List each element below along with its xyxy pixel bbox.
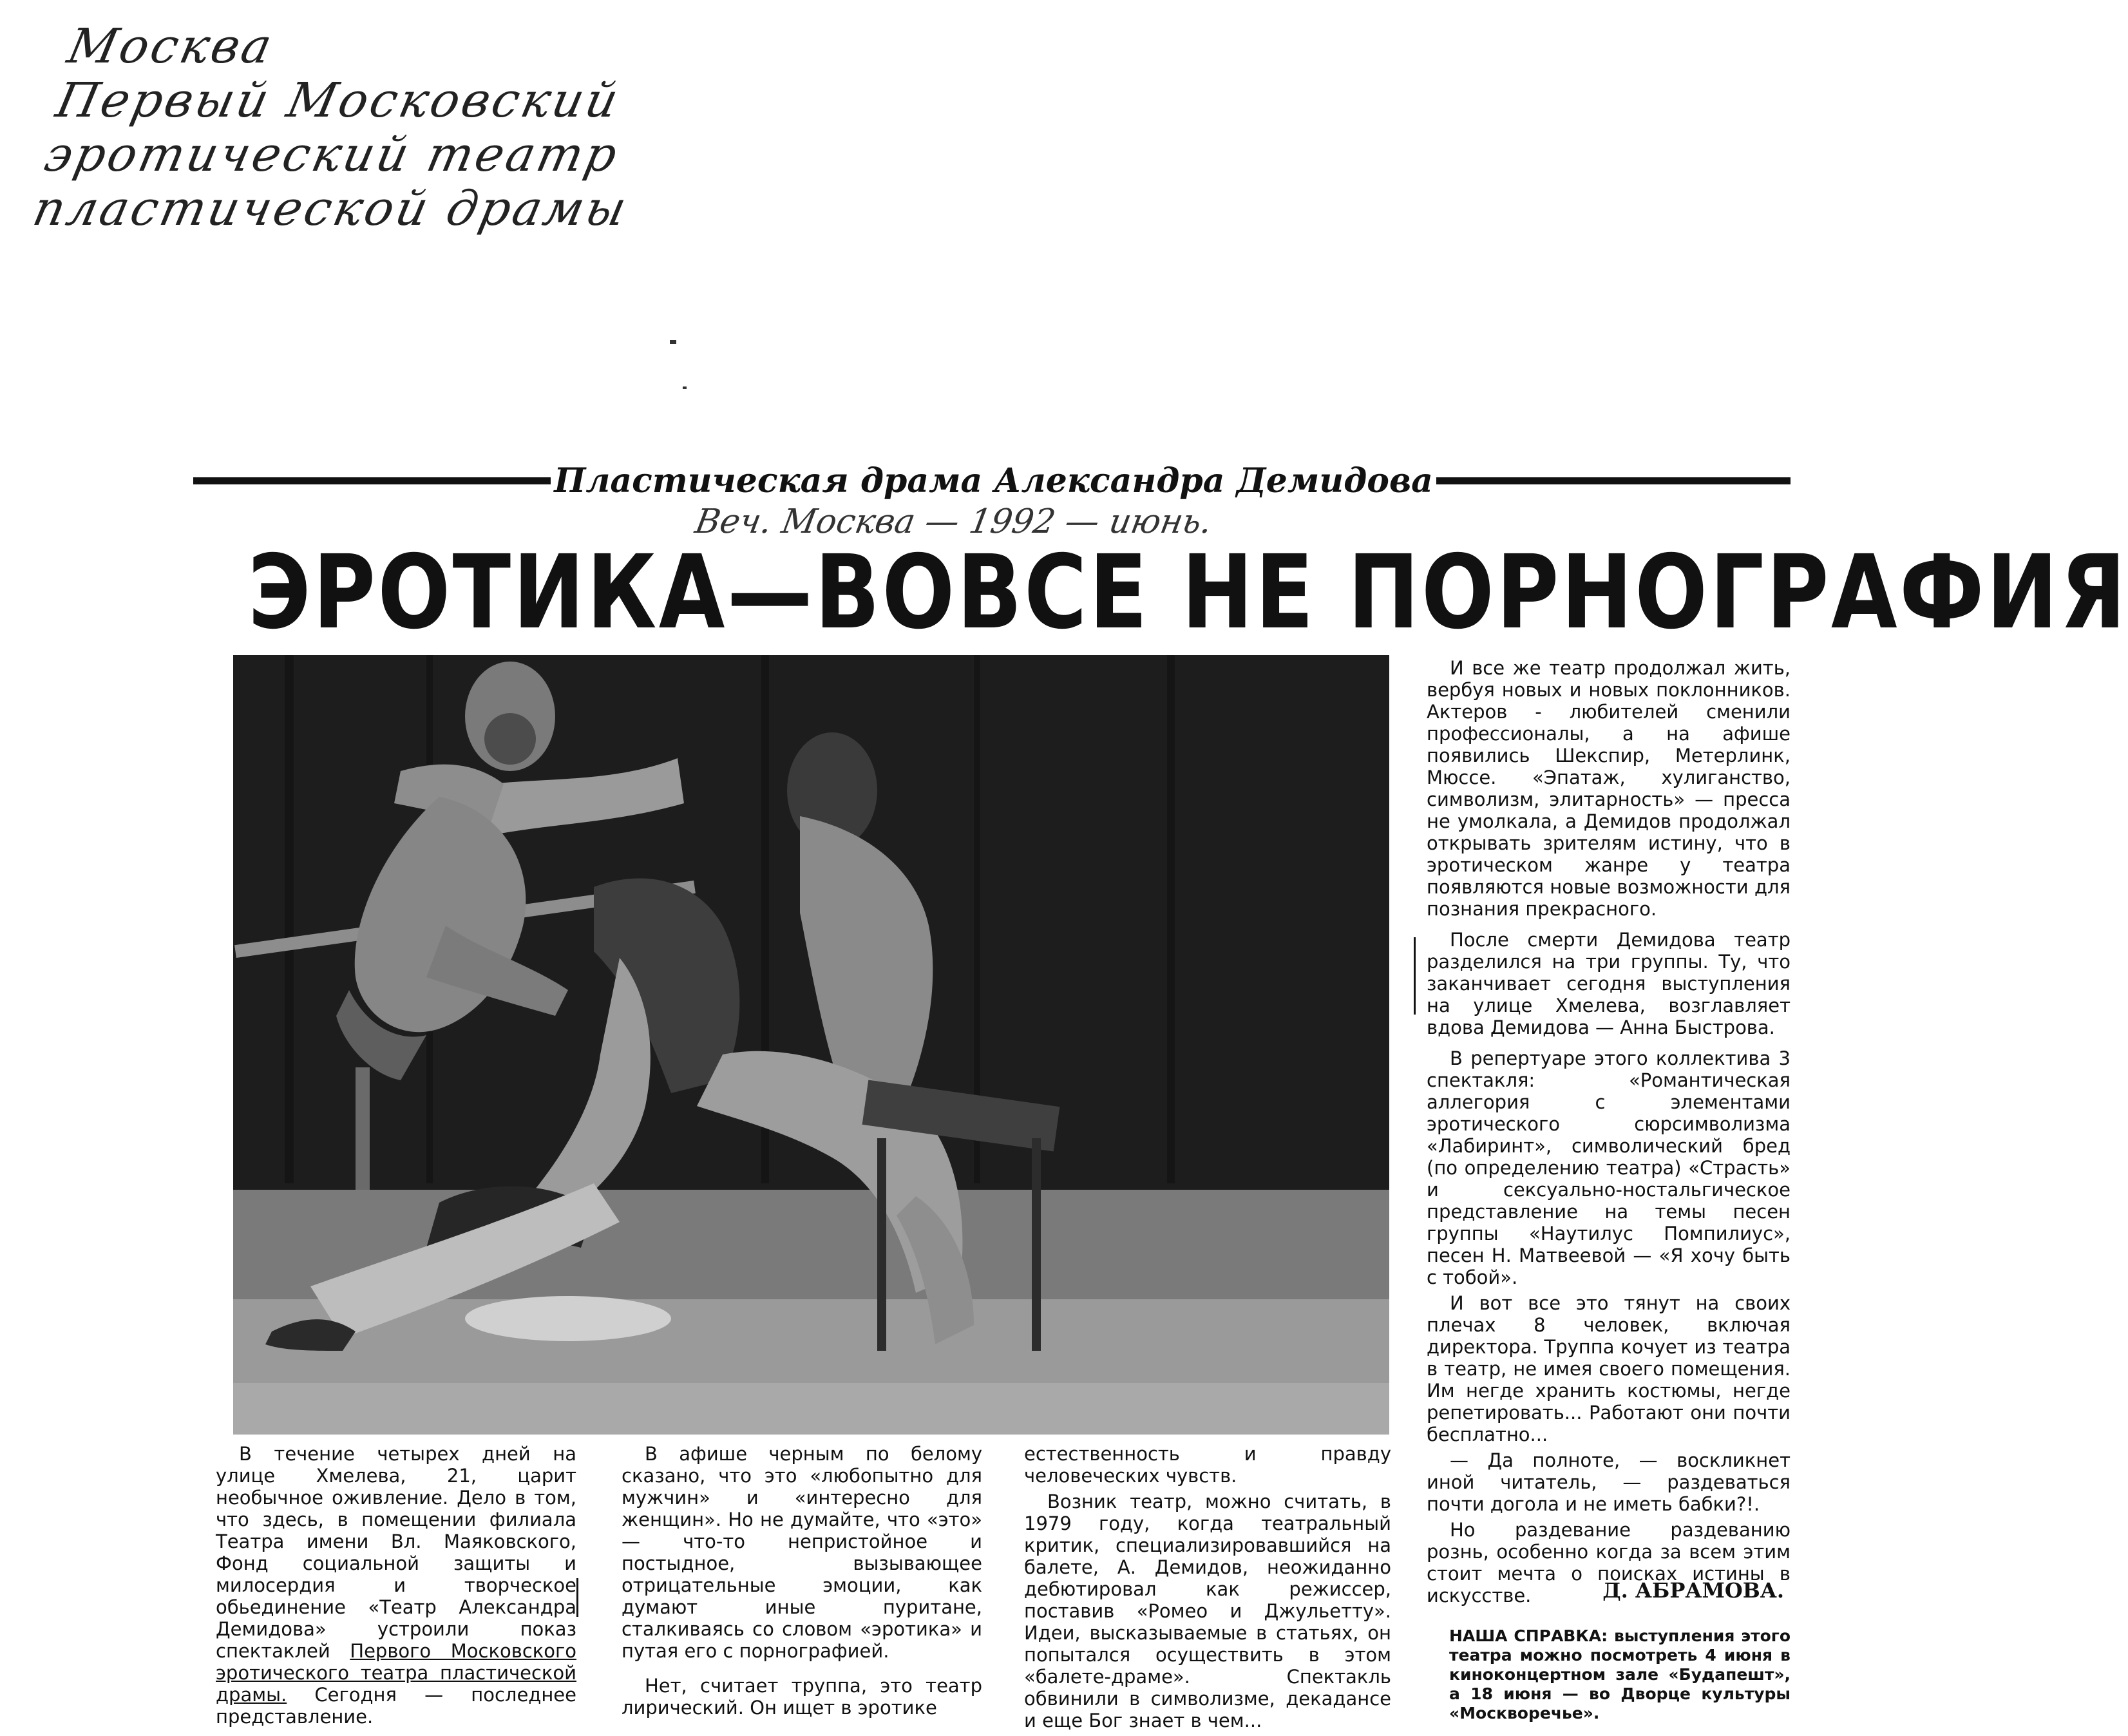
handwritten-line-4: пластической драмы xyxy=(28,181,634,236)
column-3-paragraph: естественность и правду человеческих чувств. xyxy=(1024,1443,1391,1487)
column-4-paragraph: После смерти Демидова театр разделился на три группы. Ту, что заканчивает сегодня выступления на улице Хмелева, возглавляет вдова Демидова — Анна Быстрова. xyxy=(1427,929,1791,1038)
column-1-paragraph xyxy=(216,1443,576,1728)
column-4-paragraph: Но раздевание раздеванию рознь, особенно когда за всем этим стоит мечта о поисках истины в искусстве. xyxy=(1427,1519,1791,1607)
handwritten-line-1: Москва xyxy=(62,19,280,74)
column-4-paragraph: — Да полноте, — воскликнет иной читатель, — раздеваться почти догола и не иметь бабки?!. xyxy=(1427,1449,1791,1515)
handwritten-note xyxy=(28,19,783,236)
handwritten-line-2: Первый Московский xyxy=(51,73,625,128)
column-2-paragraph: Нет, считает труппа, это театр лирический. Он ищет в эротике xyxy=(622,1675,982,1719)
article-column-4 xyxy=(1427,657,1791,1607)
reference-note xyxy=(1449,1626,1791,1723)
column-4-paragraph: В репертуаре этого коллектива 3 спектакля: «Романтическая аллегория с элементами эротического сюрсимволизма «Лабиринт», символический бред (по определению театра) «Страсть» и сексуально-ностальгическое представление на темы песен группы «Наутилус Помпилиус», песен Н. Матвеевой — «Я хочу быть с тобой». xyxy=(1427,1047,1791,1288)
article-column-2 xyxy=(622,1443,982,1719)
rubric-rule-right xyxy=(1436,477,1791,484)
column-4-paragraph: И вот все это тянут на своих плечах 8 человек, включая директора. Труппа кочует из театра в театр, не имея своего помещения. Им негде хранить костюмы, негде репетировать... Работают они почти бесплатно... xyxy=(1427,1292,1791,1445)
byline: Д. АБРАМОВА. xyxy=(1602,1578,1784,1603)
theatre-name-underlined: Первого Московского эротического театра пластической драмы. xyxy=(216,1640,576,1706)
article-column-1 xyxy=(216,1443,576,1728)
column-3-paragraph: Возник театр, можно считать, в 1979 году, когда театральный критик, специализировавшийся на балете, А. Демидов, неожиданно дебютировал как режиссер, поставив «Ромео и Джульетту». Идеи, высказываемые в статьях, он попытался осуществить в этом «балете-драме». Спектакль обвинили в символизме, декадансе и еще Бог знает в чем... xyxy=(1024,1491,1391,1731)
reference-text: выступления этого театра можно посмотреть 4 июня в киноконцертном зале «Будапешт», а 18 июня — во Дворце культуры «Москворечье». xyxy=(1449,1626,1791,1722)
rubric: Пластическая драма Александра Демидова xyxy=(554,461,1433,501)
article-photo xyxy=(233,655,1389,1435)
handwritten-line-3: эротический театр xyxy=(39,127,625,182)
paragraph-text: В течение четырех дней на улице Хмелева, 21, царит необычное оживление. Дело в том, что здесь, в помещении филиала Театра имени Вл. Маяковского, Фонд социальной защиты и милосердия и творческое обьединение «Театр Александра Демидова» устроили показ спектаклей xyxy=(216,1443,576,1662)
stray-mark xyxy=(683,386,687,389)
column-2-paragraph: В афише черным по белому сказано, что это «любопытно для мужчин» и «интересно для женщин». Но не думайте, что «это» — что-то непристойное и постыдное, вызывающее отрицательные эмоции, как думают иные пуритане, сталкиваясь со словом «эротика» и путая его с порнографией. xyxy=(622,1443,982,1662)
headline: ЭРОТИКА—ВОВСЕ НЕ ПОРНОГРАФИЯ xyxy=(248,533,2128,652)
handwritten-source-note: Веч. Москва — 1992 — июнь. xyxy=(692,502,1215,541)
dancers-photo-illustration xyxy=(233,655,1389,1435)
rubric-row xyxy=(193,461,1791,506)
reference-label: НАША СПРАВКА: xyxy=(1449,1626,1608,1645)
paragraph-text: Сегодня — последнее представление. xyxy=(216,1684,576,1728)
stray-mark xyxy=(670,340,676,344)
article-column-3 xyxy=(1024,1443,1391,1731)
margin-mark xyxy=(576,1578,578,1617)
rubric-rule-left xyxy=(193,477,551,484)
margin-mark xyxy=(1414,937,1416,1015)
column-4-paragraph: И все же театр продолжал жить, вербуя новых и новых поклонников. Актеров - любителей сменили профессионалы, а на афише появились Шекспир, Метерлинк, Мюссе. «Эпатаж, хулиганство, символизм, элитарность» — пресса не умолкала, а Демидов продолжал открывать зрителям истину, что в эротическом жанре у театра появляются новые возможности для познания прекрасного. xyxy=(1427,657,1791,920)
